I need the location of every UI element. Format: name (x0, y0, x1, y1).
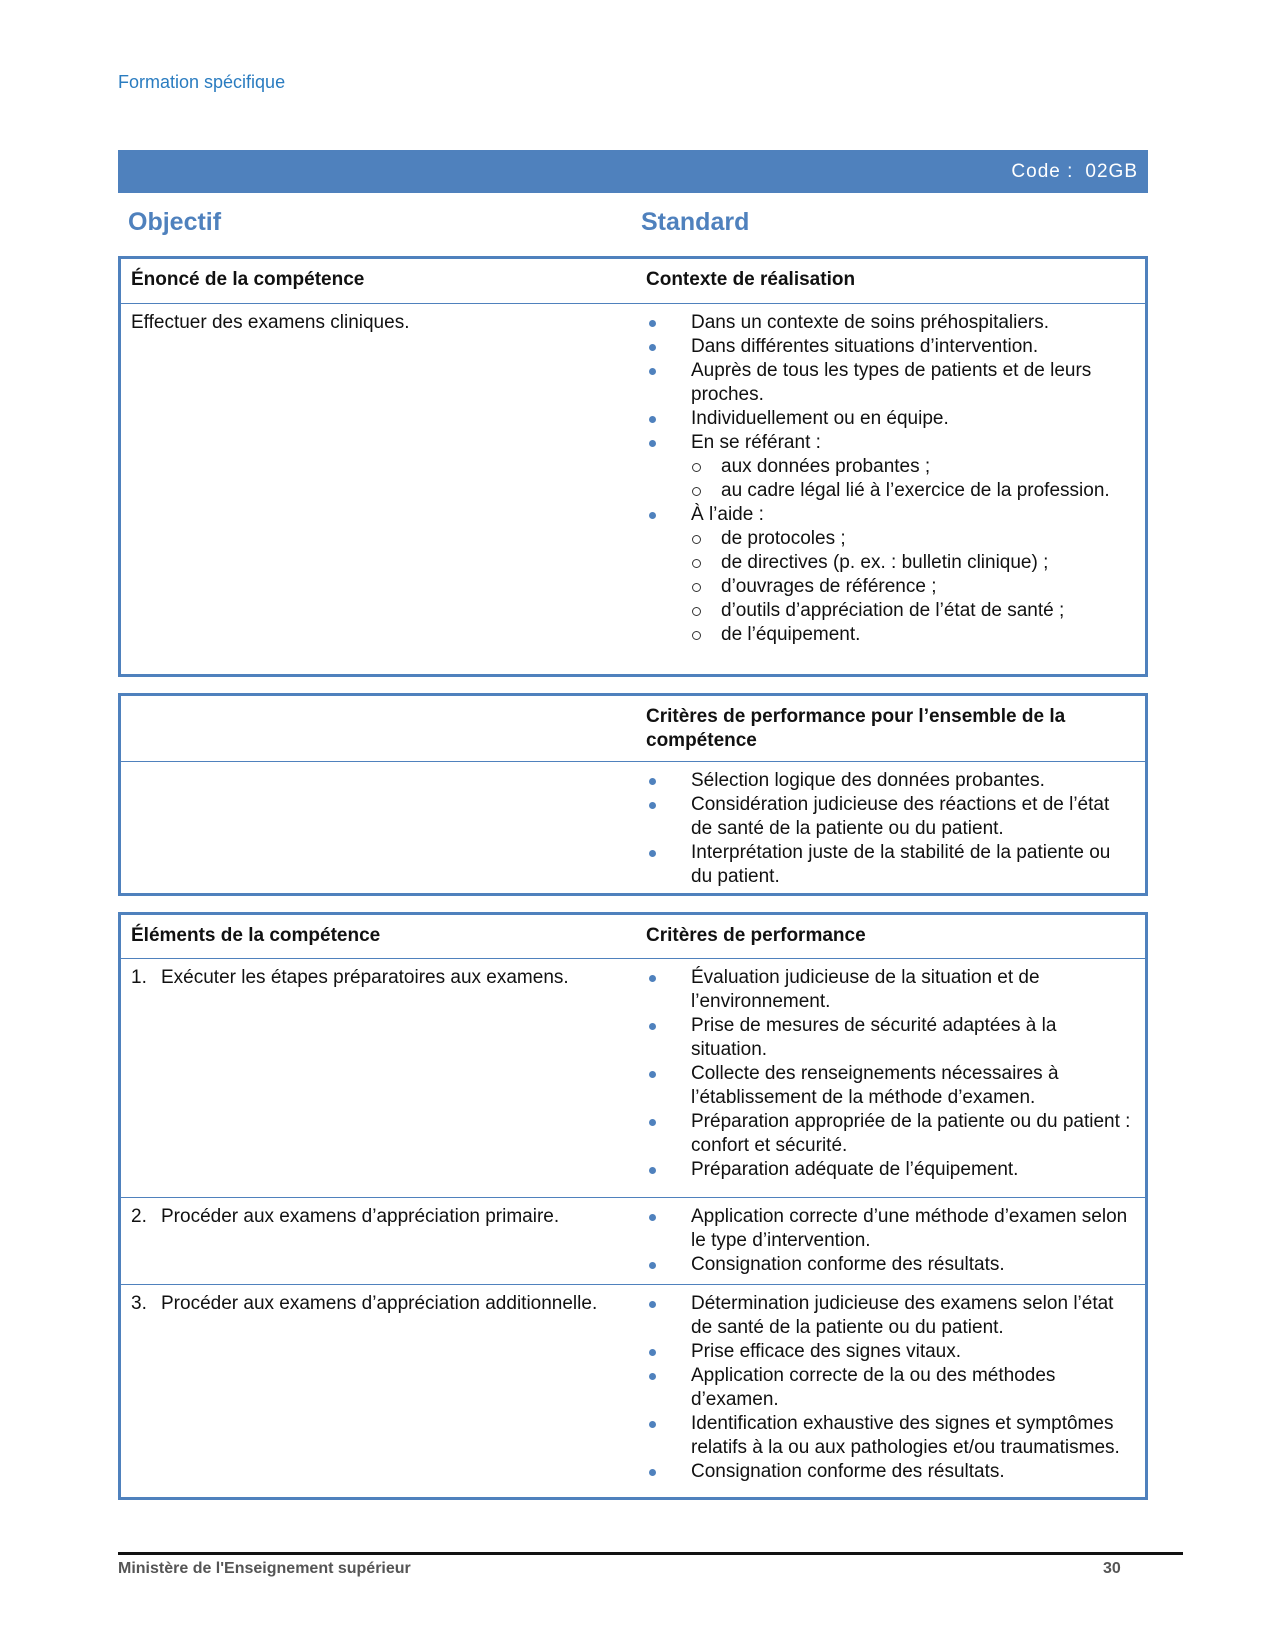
heading-standard: Standard (641, 208, 750, 236)
list-item: Prise de mesures de sécurité adaptées à la situation. (646, 1014, 1135, 1062)
element-text: Procéder aux examens d’appréciation primaire. (161, 1205, 560, 1227)
list-item: Individuellement ou en équipe. (646, 407, 1135, 431)
context-list (646, 311, 1135, 647)
list-item: d’ouvrages de référence ; (646, 575, 1135, 599)
table-row (120, 1197, 1147, 1284)
empty-cell (120, 762, 637, 895)
list-item: de l’équipement. (646, 623, 1135, 647)
list-item: Préparation appropriée de la patiente ou du patient : confort et sécurité. (646, 1110, 1135, 1158)
element-number: 3. (131, 1292, 147, 1314)
list-item: de protocoles ; (646, 527, 1135, 551)
element-text: Procéder aux examens d’appréciation additionnelle. (161, 1292, 598, 1314)
code-value: 02GB (1085, 160, 1138, 182)
list-item: d’outils d’appréciation de l’état de santé ; (646, 599, 1135, 623)
criteria-list (646, 1292, 1135, 1484)
criteria-list (646, 1205, 1135, 1277)
list-item: Prise efficace des signes vitaux. (646, 1340, 1135, 1364)
list-item: Auprès de tous les types de patients et de leurs proches. (646, 359, 1135, 407)
table-row (120, 959, 1147, 1197)
header-elements: Éléments de la compétence (120, 914, 637, 959)
list-item: Consignation conforme des résultats. (646, 1460, 1135, 1484)
competence-statement: Effectuer des examens cliniques. (131, 311, 410, 333)
list-item: En se référant : (646, 431, 1135, 455)
heading-objectif: Objectif (128, 208, 222, 236)
element-text: Exécuter les étapes préparatoires aux examens. (161, 967, 569, 989)
list-item: Dans différentes situations d’intervention. (646, 335, 1135, 359)
table-enonce (118, 256, 1148, 677)
list-item: Application correcte de la ou des méthodes d’examen. (646, 1364, 1135, 1412)
header-contexte: Contexte de réalisation (636, 258, 1147, 304)
code-label: Code : (1011, 160, 1074, 182)
table-criteres-ensemble (118, 693, 1148, 896)
header-criteres: Critères de performance (636, 914, 1147, 959)
element-number: 2. (131, 1205, 147, 1227)
list-item: Consignation conforme des résultats. (646, 1253, 1135, 1277)
list-item: Préparation adéquate de l’équipement. (646, 1158, 1135, 1182)
criteria-list (646, 966, 1135, 1182)
list-item: Collecte des renseignements nécessaires à l’établissement de la méthode d’examen. (646, 1062, 1135, 1110)
table-row (120, 1284, 1147, 1498)
section-headings (128, 208, 1138, 237)
header-enonce: Énoncé de la compétence (120, 258, 637, 304)
list-item: À l’aide : (646, 503, 1135, 527)
list-item: aux données probantes ; (646, 455, 1135, 479)
list-item: Interprétation juste de la stabilité de la patiente ou du patient. (646, 841, 1135, 889)
list-item: Détermination judicieuse des examens selon l’état de santé de la patiente ou du patient. (646, 1292, 1135, 1340)
element-number: 1. (131, 967, 147, 989)
list-item: Sélection logique des données probantes. (646, 769, 1135, 793)
list-item: Identification exhaustive des signes et symptômes relatifs à la ou aux pathologies et/ou traumatismes. (646, 1412, 1135, 1460)
list-item: de directives (p. ex. : bulletin clinique) ; (646, 551, 1135, 575)
code-bar (118, 150, 1148, 193)
page-number: 30 (1103, 1560, 1121, 1577)
list-item: Considération judicieuse des réactions et de l’état de santé de la patiente ou du patient. (646, 793, 1135, 841)
list-item: Dans un contexte de soins préhospitaliers. (646, 311, 1135, 335)
empty-cell (120, 695, 637, 762)
criteria-list (646, 769, 1135, 889)
table-elements (118, 912, 1148, 1500)
list-item: au cadre légal lié à l’exercice de la profession. (646, 479, 1135, 503)
list-item: Évaluation judicieuse de la situation et de l’environnement. (646, 966, 1135, 1014)
footer-divider (118, 1552, 1183, 1555)
list-item: Application correcte d’une méthode d’examen selon le type d’intervention. (646, 1205, 1135, 1253)
header-criteres-ensemble: Critères de performance pour l’ensemble de la compétence (636, 695, 1147, 762)
footer-ministry: Ministère de l'Enseignement supérieur (118, 1560, 411, 1577)
running-header: Formation spécifique (118, 72, 286, 92)
